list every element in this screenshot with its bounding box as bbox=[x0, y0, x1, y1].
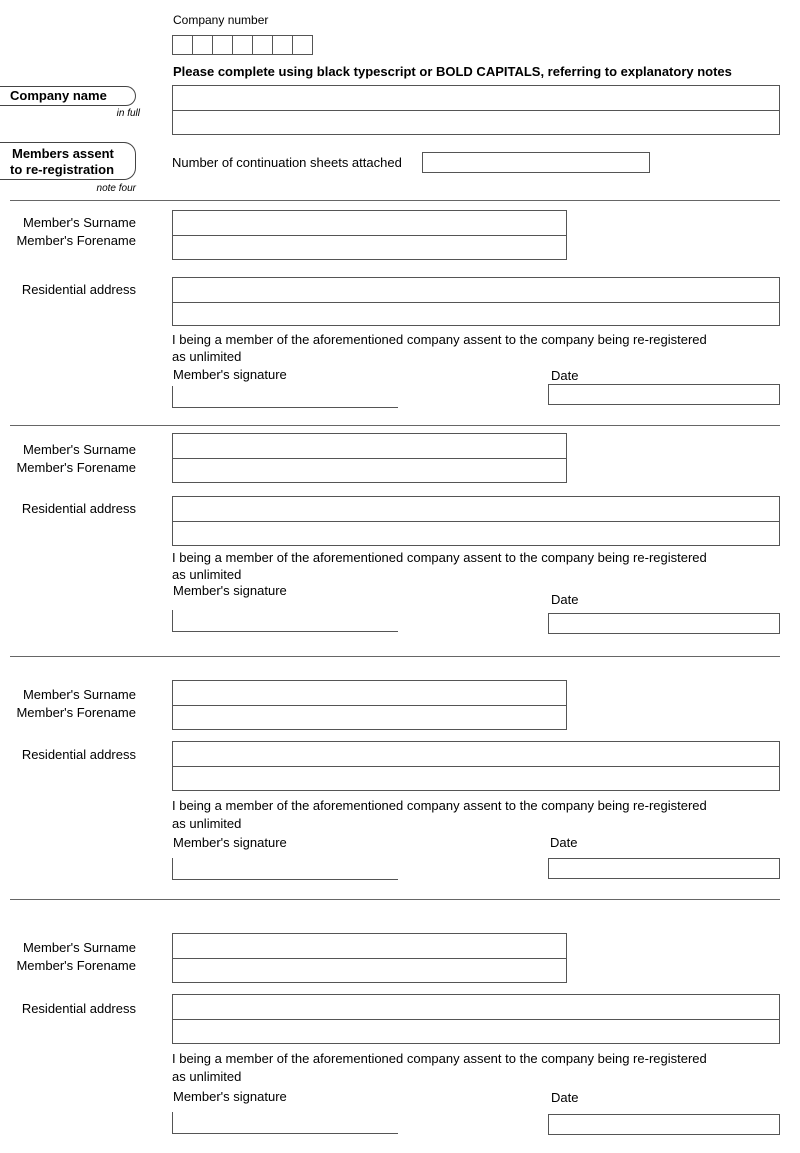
address-divider bbox=[173, 1019, 779, 1020]
continuation-sheets-input[interactable] bbox=[422, 152, 650, 173]
members-assent-label-line2: to re-registration bbox=[10, 162, 115, 177]
residential-address-label: Residential address bbox=[21, 282, 136, 297]
company-number-digit[interactable] bbox=[172, 35, 193, 55]
member-name-divider bbox=[173, 958, 566, 959]
address-divider bbox=[173, 302, 779, 303]
member-name-field[interactable] bbox=[172, 933, 567, 983]
member-surname-label: Member's Surname bbox=[22, 940, 136, 955]
member-name-field[interactable] bbox=[172, 680, 567, 730]
date-field[interactable] bbox=[548, 613, 780, 634]
member-surname-label: Member's Surname bbox=[22, 215, 136, 230]
declaration-text-line2: as unlimited bbox=[172, 1069, 242, 1084]
section-divider bbox=[10, 200, 780, 201]
declaration-text-line2: as unlimited bbox=[172, 567, 242, 582]
signature-field[interactable] bbox=[172, 858, 398, 880]
section-divider bbox=[10, 899, 780, 900]
section-divider bbox=[10, 425, 780, 426]
continuation-sheets-label: Number of continuation sheets attached bbox=[172, 155, 402, 170]
date-label: Date bbox=[550, 835, 578, 850]
declaration-text-line2: as unlimited bbox=[172, 349, 242, 364]
date-label: Date bbox=[551, 592, 579, 607]
member-surname-label: Member's Surname bbox=[22, 442, 136, 457]
section-divider bbox=[10, 656, 780, 657]
member-block bbox=[0, 433, 800, 653]
date-field[interactable] bbox=[548, 858, 780, 879]
residential-address-field[interactable] bbox=[172, 496, 780, 546]
company-number-digit[interactable] bbox=[272, 35, 293, 55]
members-assent-note: note four bbox=[96, 183, 136, 194]
residential-address-field[interactable] bbox=[172, 994, 780, 1044]
company-number-digit[interactable] bbox=[252, 35, 273, 55]
signature-field[interactable] bbox=[172, 386, 398, 408]
member-forename-label: Member's Forename bbox=[16, 233, 136, 248]
company-name-field[interactable] bbox=[172, 85, 780, 135]
members-assent-label-line1: Members assent bbox=[12, 146, 114, 161]
residential-address-label: Residential address bbox=[21, 747, 136, 762]
member-surname-label: Member's Surname bbox=[22, 687, 136, 702]
signature-label: Member's signature bbox=[173, 1089, 287, 1104]
declaration-text-line1: I being a member of the aforementioned company assent to the company being re-registered bbox=[172, 1051, 707, 1066]
date-label: Date bbox=[551, 1090, 579, 1105]
declaration-text-line1: I being a member of the aforementioned company assent to the company being re-registered bbox=[172, 798, 707, 813]
company-name-note: in full bbox=[116, 108, 140, 119]
date-field[interactable] bbox=[548, 1114, 780, 1135]
residential-address-field[interactable] bbox=[172, 277, 780, 326]
company-number-digit[interactable] bbox=[292, 35, 313, 55]
date-field[interactable] bbox=[548, 384, 780, 405]
member-forename-label: Member's Forename bbox=[16, 705, 136, 720]
residential-address-label: Residential address bbox=[21, 501, 136, 516]
declaration-text-line1: I being a member of the aforementioned company assent to the company being re-registered bbox=[172, 550, 707, 565]
member-block bbox=[0, 680, 800, 900]
company-number-label: Company number bbox=[173, 13, 269, 27]
instructions-text: Please complete using black typescript or BOLD CAPITALS, referring to explanatory notes bbox=[173, 64, 732, 79]
member-forename-label: Member's Forename bbox=[16, 958, 136, 973]
signature-field[interactable] bbox=[172, 610, 398, 632]
signature-label: Member's signature bbox=[173, 367, 287, 382]
date-label: Date bbox=[551, 368, 579, 383]
member-name-field[interactable] bbox=[172, 210, 567, 260]
company-number-digit[interactable] bbox=[192, 35, 213, 55]
signature-label: Member's signature bbox=[173, 583, 287, 598]
company-number-digit[interactable] bbox=[212, 35, 233, 55]
company-name-label-text: Company name bbox=[10, 88, 107, 103]
members-assent-label bbox=[0, 142, 136, 180]
company-number-digit[interactable] bbox=[232, 35, 253, 55]
signature-field[interactable] bbox=[172, 1112, 398, 1134]
address-divider bbox=[173, 766, 779, 767]
company-number-input[interactable] bbox=[172, 35, 312, 55]
declaration-text-line2: as unlimited bbox=[172, 816, 242, 831]
declaration-text-line1: I being a member of the aforementioned company assent to the company being re-registered bbox=[172, 332, 707, 347]
member-name-divider bbox=[173, 235, 566, 236]
member-block bbox=[0, 933, 800, 1153]
residential-address-label: Residential address bbox=[21, 1001, 136, 1016]
signature-label: Member's signature bbox=[173, 835, 287, 850]
member-name-divider bbox=[173, 705, 566, 706]
member-name-field[interactable] bbox=[172, 433, 567, 483]
member-forename-label: Member's Forename bbox=[16, 460, 136, 475]
member-block bbox=[0, 210, 800, 430]
member-name-divider bbox=[173, 458, 566, 459]
company-name-label bbox=[0, 86, 136, 106]
residential-address-field[interactable] bbox=[172, 741, 780, 791]
address-divider bbox=[173, 521, 779, 522]
company-name-divider bbox=[173, 110, 779, 111]
